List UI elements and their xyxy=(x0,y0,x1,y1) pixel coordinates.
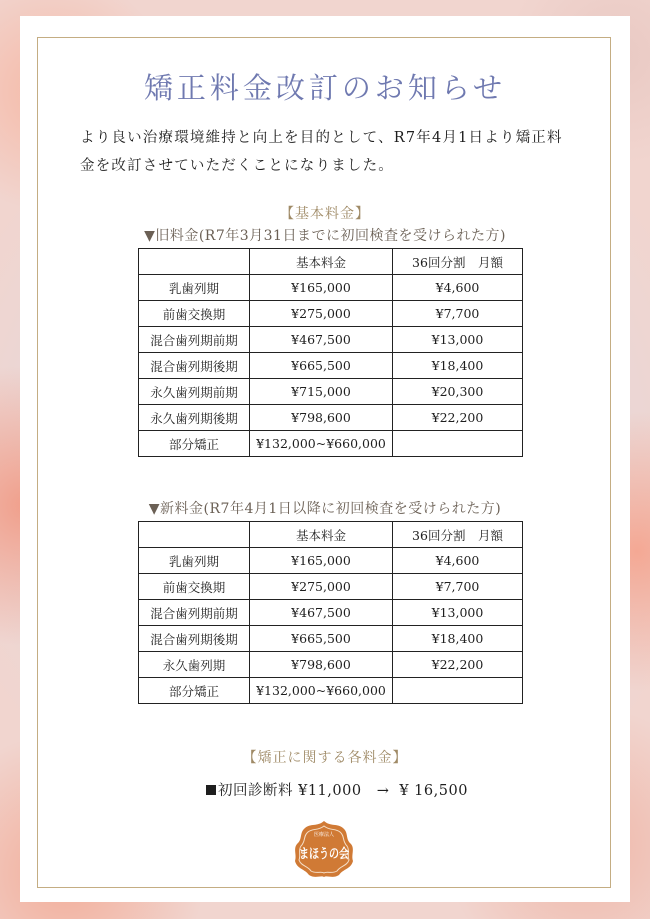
monthly-fee-cell: ¥18,400 xyxy=(393,353,523,379)
new-fee-table xyxy=(138,521,523,704)
right-arrow-icon: → xyxy=(376,783,390,799)
header-cell: 36回分割 月額 xyxy=(393,522,523,548)
logo-small-text: 医療法人 xyxy=(313,832,335,838)
clinic-logo xyxy=(291,819,365,879)
table-row xyxy=(139,327,523,353)
monthly-fee-cell: ¥7,700 xyxy=(393,301,523,327)
header-cell: 基本料金 xyxy=(250,522,393,548)
stage-cell: 混合歯列期前期 xyxy=(139,600,250,626)
stage-cell: 乳歯列期 xyxy=(139,548,250,574)
stage-cell: 混合歯列期前期 xyxy=(139,327,250,353)
basic-fee-heading: 【基本料金】 xyxy=(280,206,370,222)
header-cell: 基本料金 xyxy=(250,249,393,275)
header-cell: 36回分割 月額 xyxy=(393,249,523,275)
logo-main-text: まほうの会 xyxy=(299,847,365,862)
table-row xyxy=(139,379,523,405)
table-row xyxy=(139,600,523,626)
table-row xyxy=(139,353,523,379)
stage-cell: 永久歯列期後期 xyxy=(139,405,250,431)
basic-fee-cell: ¥165,000 xyxy=(250,275,393,301)
first-exam-label: 初回診断料 xyxy=(218,783,293,799)
stage-cell: 永久歯列期 xyxy=(139,652,250,678)
table-row xyxy=(139,405,523,431)
old-fee-caption: ▼旧料金(R7年3月31日までに初回検査を受けられた方) xyxy=(144,228,506,244)
stage-cell: 前歯交換期 xyxy=(139,301,250,327)
basic-fee-cell: ¥798,600 xyxy=(250,405,393,431)
intro-text xyxy=(80,124,590,180)
partial-row xyxy=(139,678,523,704)
monthly-fee-cell: ¥7,700 xyxy=(393,574,523,600)
monthly-fee-cell: ¥4,600 xyxy=(393,275,523,301)
table-header-row xyxy=(139,249,523,275)
new-fee-caption: ▼新料金(R7年4月1日以降に初回検査を受けられた方) xyxy=(148,501,502,517)
table-row xyxy=(139,275,523,301)
intro-line-2: 金を改訂させていただくことになりました。 xyxy=(80,158,394,174)
empty-cell xyxy=(393,431,523,457)
monthly-fee-cell: ¥13,000 xyxy=(393,327,523,353)
empty-cell xyxy=(393,678,523,704)
page-title: 矯正料金改訂のお知らせ xyxy=(143,71,507,105)
first-exam-fee xyxy=(206,779,468,800)
monthly-fee-cell: ¥13,000 xyxy=(393,600,523,626)
partial-label-cell: 部分矯正 xyxy=(139,678,250,704)
basic-fee-cell: ¥165,000 xyxy=(250,548,393,574)
table-row xyxy=(139,301,523,327)
basic-fee-cell: ¥665,500 xyxy=(250,626,393,652)
table-header-row xyxy=(139,522,523,548)
partial-row xyxy=(139,431,523,457)
partial-range-cell: ¥132,000~¥660,000 xyxy=(250,431,393,457)
square-bullet-icon xyxy=(206,785,216,795)
partial-range-cell: ¥132,000~¥660,000 xyxy=(250,678,393,704)
stage-cell: 前歯交換期 xyxy=(139,574,250,600)
basic-fee-cell: ¥275,000 xyxy=(250,574,393,600)
old-price: ¥11,000 xyxy=(298,783,362,799)
basic-fee-cell: ¥275,000 xyxy=(250,301,393,327)
table-row xyxy=(139,652,523,678)
new-price: ¥ 16,500 xyxy=(399,783,468,799)
header-cell xyxy=(139,249,250,275)
stage-cell: 永久歯列期前期 xyxy=(139,379,250,405)
table-row xyxy=(139,626,523,652)
basic-fee-cell: ¥467,500 xyxy=(250,600,393,626)
other-fees-heading: 【矯正に関する各料金】 xyxy=(242,750,408,766)
basic-fee-cell: ¥715,000 xyxy=(250,379,393,405)
monthly-fee-cell: ¥22,200 xyxy=(393,405,523,431)
partial-label-cell: 部分矯正 xyxy=(139,431,250,457)
intro-line-1: より良い治療環境維持と向上を目的として、R7年4月1日より矯正料 xyxy=(80,130,563,146)
monthly-fee-cell: ¥18,400 xyxy=(393,626,523,652)
monthly-fee-cell: ¥20,300 xyxy=(393,379,523,405)
stage-cell: 乳歯列期 xyxy=(139,275,250,301)
basic-fee-cell: ¥665,500 xyxy=(250,353,393,379)
basic-fee-cell: ¥467,500 xyxy=(250,327,393,353)
stage-cell: 混合歯列期後期 xyxy=(139,353,250,379)
stage-cell: 混合歯列期後期 xyxy=(139,626,250,652)
table-row xyxy=(139,574,523,600)
monthly-fee-cell: ¥4,600 xyxy=(393,548,523,574)
header-cell xyxy=(139,522,250,548)
old-fee-table xyxy=(138,248,523,457)
monthly-fee-cell: ¥22,200 xyxy=(393,652,523,678)
table-row xyxy=(139,548,523,574)
basic-fee-cell: ¥798,600 xyxy=(250,652,393,678)
